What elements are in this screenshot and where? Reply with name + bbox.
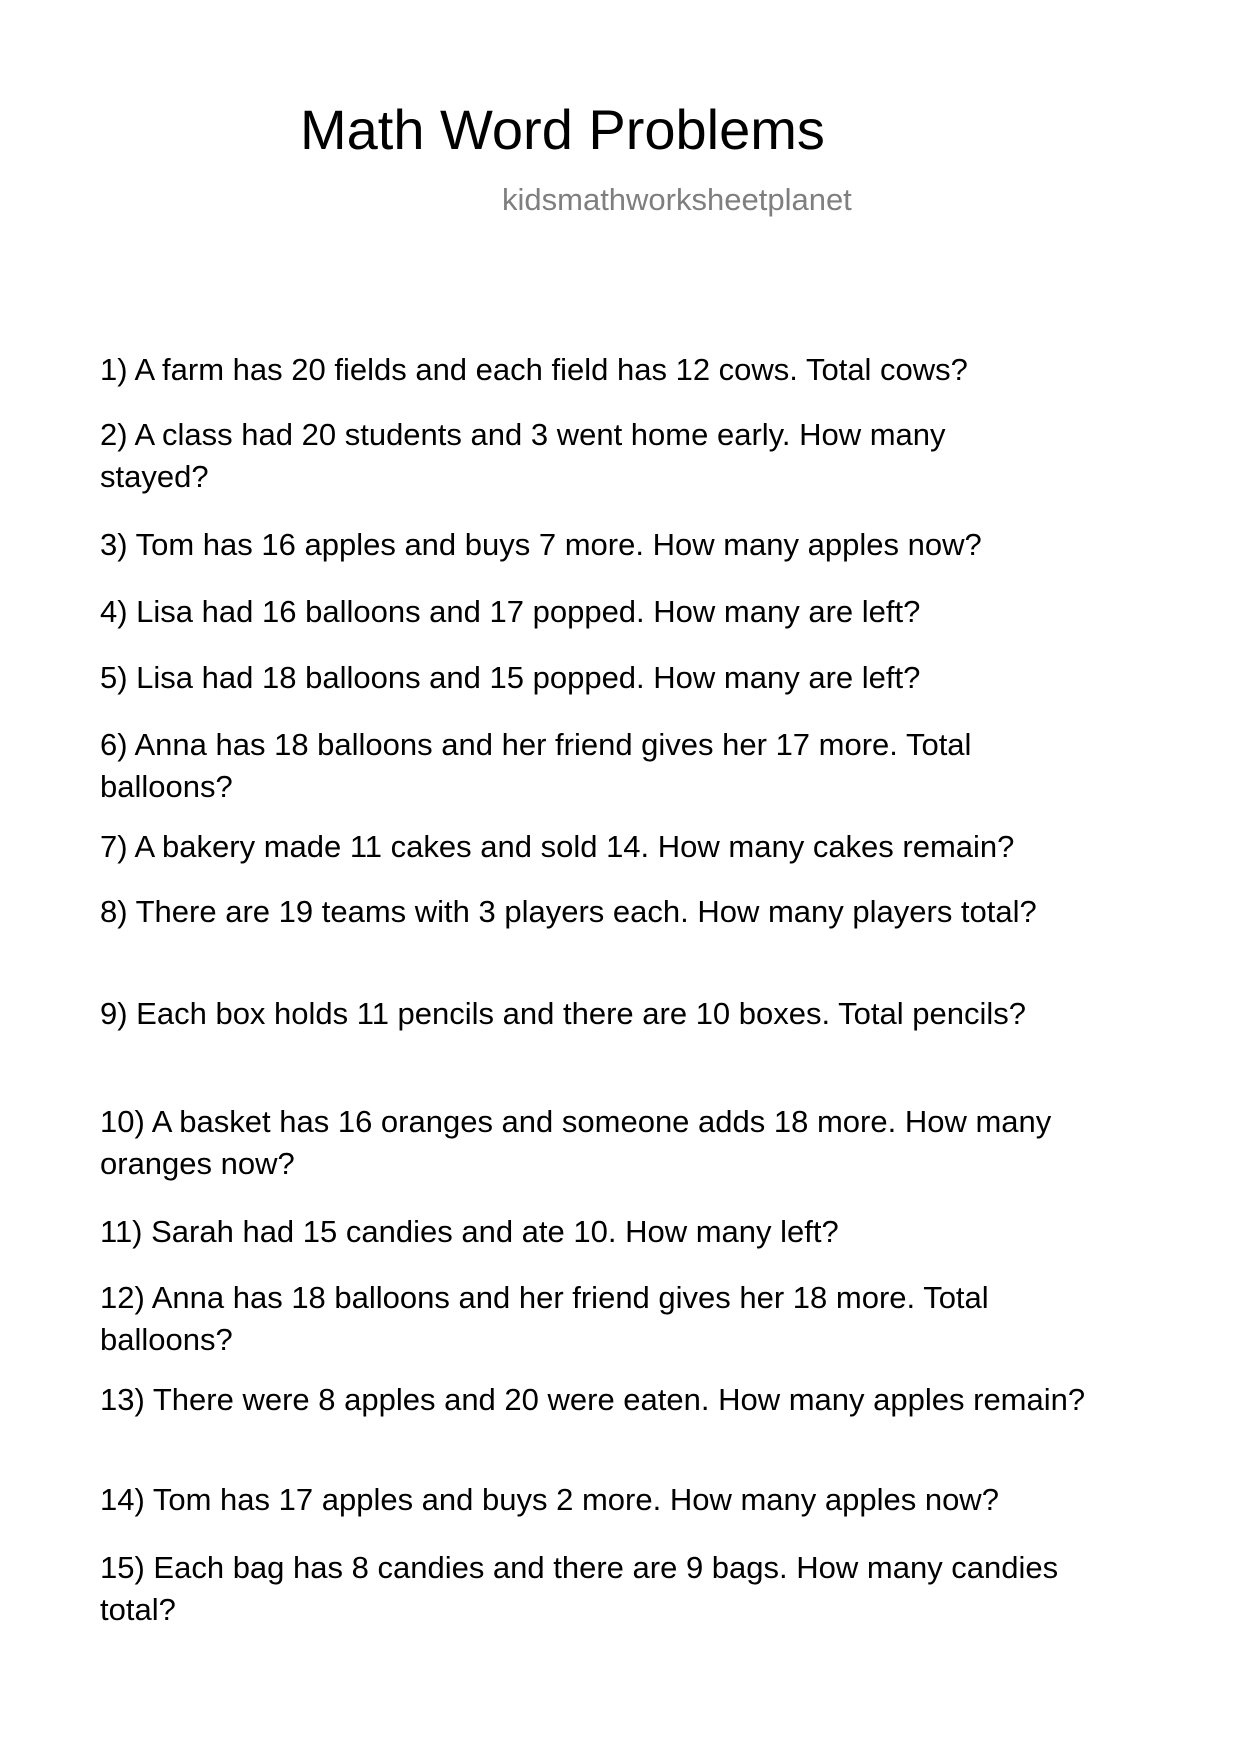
problem-item: 14) Tom has 17 apples and buys 2 more. How many apples now? [100,1482,999,1517]
page-title: Math Word Problems [300,98,825,161]
problem-item: 6) Anna has 18 balloons and her friend gives her 17 more. Total balloons? [100,727,972,804]
problem-item: 8) There are 19 teams with 3 players each. How many players total? [100,894,1037,929]
problem-item: 1) A farm has 20 fields and each field has 12 cows. Total cows? [100,352,968,387]
problem-item: 7) A bakery made 11 cakes and sold 14. How many cakes remain? [100,829,1015,864]
problem-item: 15) Each bag has 8 candies and there are 9 bags. How many candies total? [100,1550,1059,1627]
problem-item: 9) Each box holds 11 pencils and there are 10 boxes. Total pencils? [100,996,1027,1031]
problem-item: 11) Sarah had 15 candies and ate 10. How many left? [100,1214,839,1249]
page-subtitle: kidsmathworksheetplanet [502,182,852,217]
problem-item: 5) Lisa had 18 balloons and 15 popped. How many are left? [100,660,921,695]
problem-item: 12) Anna has 18 balloons and her friend gives her 18 more. Total balloons? [100,1280,989,1357]
problem-item: 13) There were 8 apples and 20 were eaten. How many apples remain? [100,1382,1086,1417]
problem-item: 2) A class had 20 students and 3 went home early. How many stayed? [100,417,946,494]
problem-item: 4) Lisa had 16 balloons and 17 popped. How many are left? [100,594,921,629]
problem-item: 3) Tom has 16 apples and buys 7 more. How many apples now? [100,527,982,562]
problem-item: 10) A basket has 16 oranges and someone adds 18 more. How many oranges now? [100,1104,1052,1181]
